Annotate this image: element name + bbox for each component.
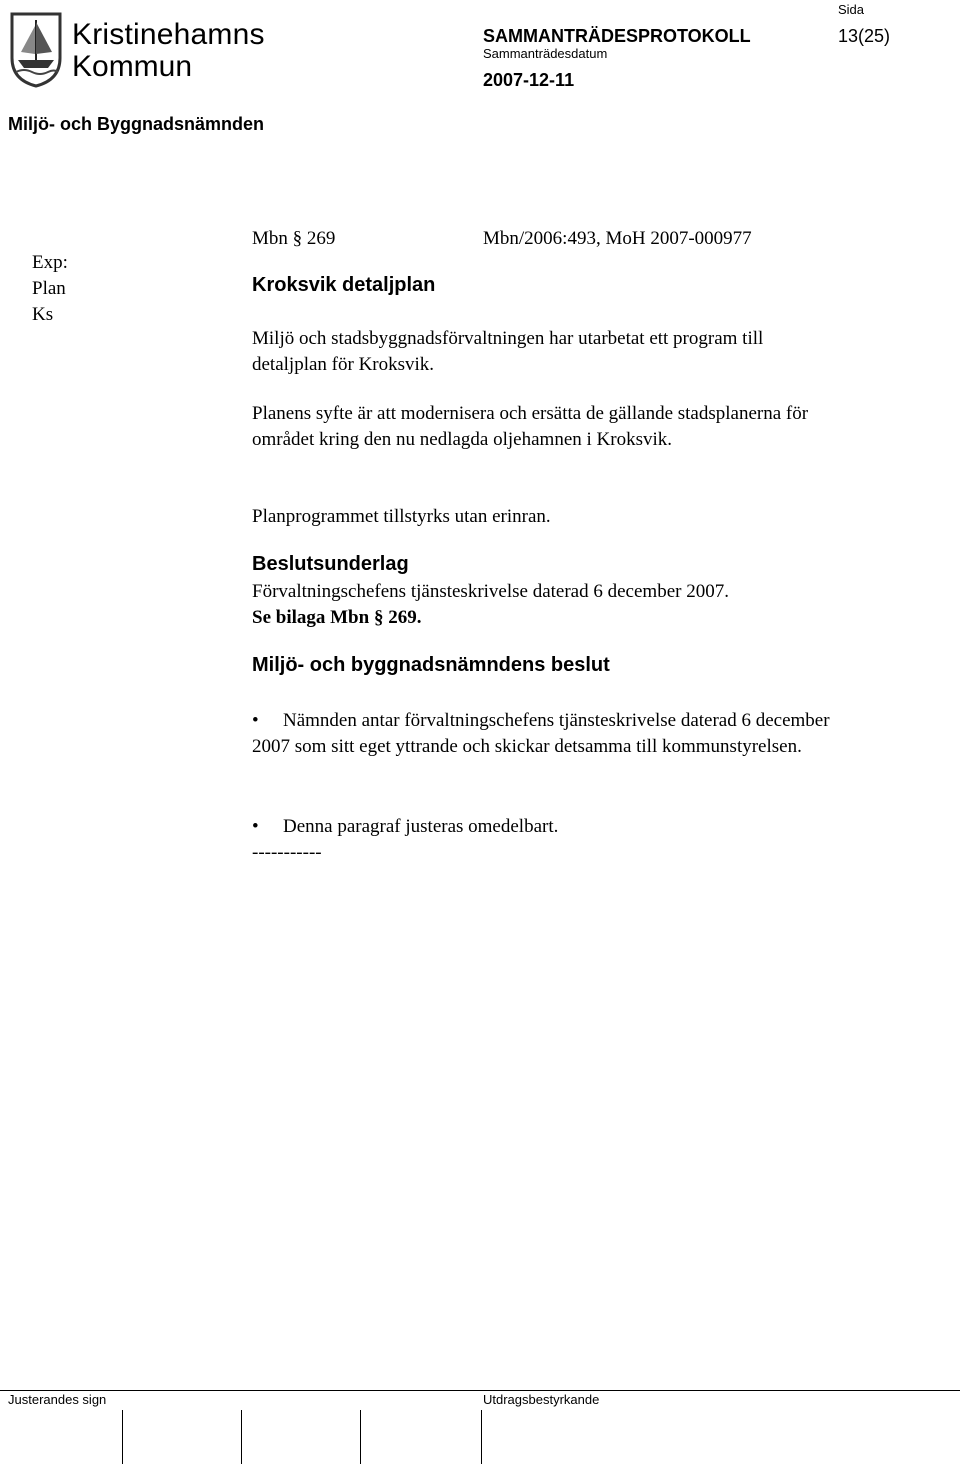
distribution-list [32,250,68,328]
case-reference: Mbn/2006:493, MoH 2007-000977 [483,228,752,249]
case-number: Mbn § 269 [252,228,336,249]
paragraph-recommendation: Planprogrammet tillstyrks utan erinran. [252,506,551,527]
basis-text: Förvaltningschefens tjänsteskrivelse daterad 6 december 2007. [252,581,729,602]
paragraph-background: Miljö och stadsbyggnadsförvaltningen har utarbetat ett program till detaljplan för Kroksvik. [252,328,764,375]
distribution-item: Ks [32,304,54,325]
signature-box-divider [360,1410,361,1464]
basis-heading: Beslutsunderlag [252,553,409,575]
decision-item [252,708,842,760]
page-label: Sida [838,2,865,17]
page-number: 13(25) [838,26,891,46]
decision-heading: Miljö- och byggnadsnämndens beslut [252,654,610,676]
committee-name: Miljö- och Byggnadsnämnden [8,114,265,134]
footer-divider [0,1390,960,1391]
utdragsbestyrkande-label: Utdragsbestyrkande [483,1392,600,1407]
decision-text: Nämnden antar förvaltningschefens tjänsteskrivelse daterad 6 december 2007 som sitt eget yttrande och skickar detsamma till kommunstyrelsen. [252,710,830,757]
attachment-reference: Se bilaga Mbn § 269. [252,607,422,628]
paragraph-purpose: Planens syfte är att modernisera och ersätta de gällande stadsplanerna för området kring den nu nedlagda oljehamnen i Kroksvik. [252,403,809,450]
distribution-item: Plan [32,278,66,299]
meeting-date: 2007-12-11 [483,70,575,90]
signature-box-divider [122,1410,123,1464]
ship-crest-icon [8,8,64,88]
decision-text: Denna paragraf justeras omedelbart. [283,816,559,837]
justerandes-sign-label: Justerandes sign [8,1392,107,1407]
bullet-icon: • [252,816,259,837]
item-title: Kroksvik detaljplan [252,274,436,296]
signature-box-divider [241,1410,242,1464]
bullet-icon: • [252,710,259,731]
document-type: SAMMANTRÄDESPROTOKOLL [483,26,751,46]
end-marker: ----------- [252,842,322,863]
logo-wordmark-bottom: Kommun [72,50,193,83]
logo-wordmark-top: Kristinehamns [72,18,265,51]
date-label: Sammanträdesdatum [483,46,608,61]
signature-box-divider [481,1410,482,1464]
distribution-item: Exp: [32,252,68,273]
decision-item [252,814,558,840]
